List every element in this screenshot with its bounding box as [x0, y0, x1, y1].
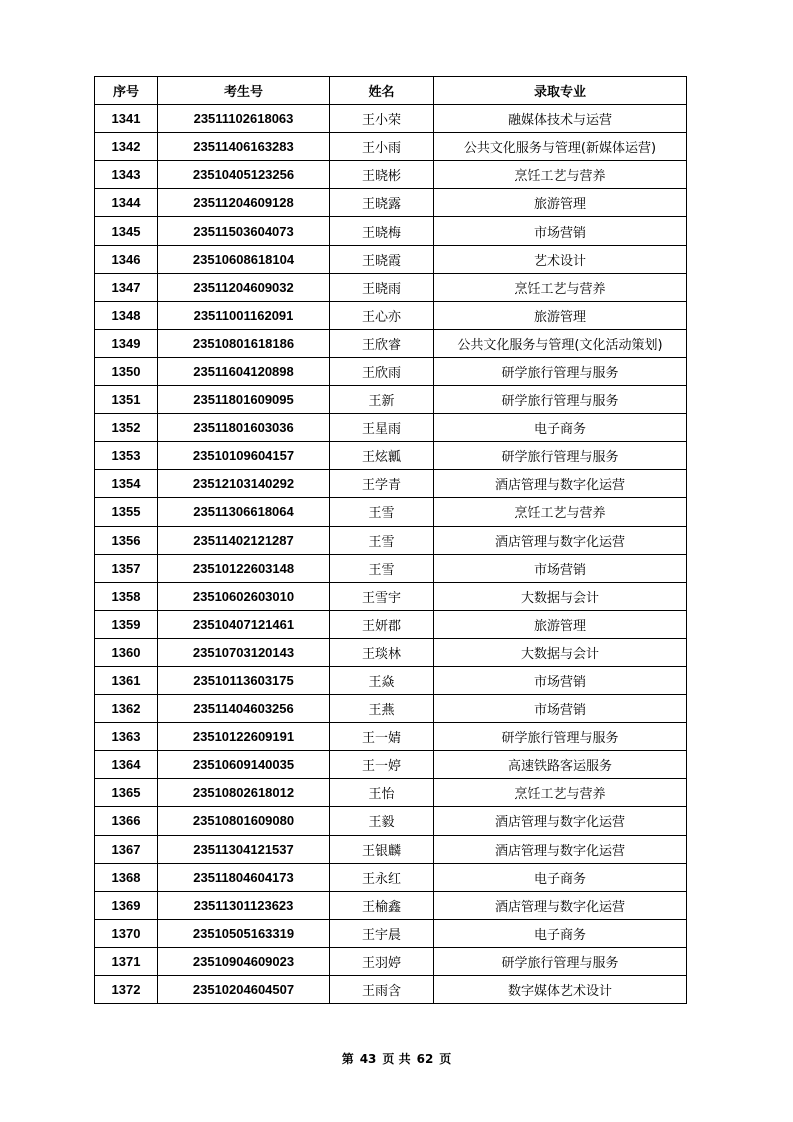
cell-seq: 1359	[95, 610, 158, 638]
cell-candidate-id: 23510703120143	[158, 638, 330, 666]
cell-candidate-id: 23510602603010	[158, 582, 330, 610]
cell-candidate-id: 23510801609080	[158, 807, 330, 835]
cell-seq: 1370	[95, 919, 158, 947]
cell-candidate-id: 23510801618186	[158, 329, 330, 357]
cell-candidate-id: 23510505163319	[158, 919, 330, 947]
cell-seq: 1354	[95, 470, 158, 498]
cell-name: 王心亦	[330, 301, 434, 329]
cell-seq: 1356	[95, 526, 158, 554]
cell-seq: 1361	[95, 666, 158, 694]
admission-table	[94, 76, 687, 1004]
cell-name: 王一婷	[330, 751, 434, 779]
table-row	[95, 835, 687, 863]
cell-name: 王银麟	[330, 835, 434, 863]
cell-major: 融媒体技术与运营	[434, 105, 687, 133]
cell-name: 王晓露	[330, 189, 434, 217]
table-row	[95, 582, 687, 610]
cell-name: 王学青	[330, 470, 434, 498]
cell-candidate-id: 23511204609128	[158, 189, 330, 217]
table-row	[95, 386, 687, 414]
table-row	[95, 723, 687, 751]
cell-seq: 1363	[95, 723, 158, 751]
cell-seq: 1355	[95, 498, 158, 526]
cell-major: 烹饪工艺与营养	[434, 779, 687, 807]
table-row	[95, 526, 687, 554]
cell-name: 王晓彬	[330, 161, 434, 189]
cell-seq: 1366	[95, 807, 158, 835]
cell-major: 高速铁路客运服务	[434, 751, 687, 779]
footer-total-pages: 62	[416, 1052, 434, 1066]
cell-major: 酒店管理与数字化运营	[434, 470, 687, 498]
cell-major: 旅游管理	[434, 189, 687, 217]
cell-seq: 1345	[95, 217, 158, 245]
table-row	[95, 947, 687, 975]
table-row	[95, 414, 687, 442]
table-row	[95, 329, 687, 357]
cell-major: 研学旅行管理与服务	[434, 357, 687, 385]
cell-seq: 1349	[95, 329, 158, 357]
table-row	[95, 666, 687, 694]
cell-name: 王欣雨	[330, 357, 434, 385]
table-row	[95, 976, 687, 1004]
table-row	[95, 189, 687, 217]
cell-candidate-id: 23511001162091	[158, 301, 330, 329]
cell-seq: 1362	[95, 695, 158, 723]
table-row	[95, 751, 687, 779]
cell-name: 王小荣	[330, 105, 434, 133]
cell-name: 王毅	[330, 807, 434, 835]
cell-candidate-id: 23511503604073	[158, 217, 330, 245]
cell-name: 王雪	[330, 554, 434, 582]
table-row	[95, 779, 687, 807]
cell-name: 王焱	[330, 666, 434, 694]
table-row	[95, 217, 687, 245]
cell-candidate-id: 23510109604157	[158, 442, 330, 470]
page-footer	[0, 1050, 793, 1067]
cell-seq: 1342	[95, 133, 158, 161]
cell-seq: 1368	[95, 863, 158, 891]
table-row	[95, 273, 687, 301]
cell-candidate-id: 23510405123256	[158, 161, 330, 189]
cell-name: 王星雨	[330, 414, 434, 442]
cell-seq: 1357	[95, 554, 158, 582]
cell-seq: 1364	[95, 751, 158, 779]
cell-candidate-id: 23511404603256	[158, 695, 330, 723]
header-candidate-id: 考生号	[158, 77, 330, 105]
cell-candidate-id: 23511102618063	[158, 105, 330, 133]
cell-candidate-id: 23510204604507	[158, 976, 330, 1004]
cell-major: 烹饪工艺与营养	[434, 273, 687, 301]
cell-name: 王新	[330, 386, 434, 414]
cell-candidate-id: 23510802618012	[158, 779, 330, 807]
cell-candidate-id: 23511801603036	[158, 414, 330, 442]
cell-seq: 1352	[95, 414, 158, 442]
cell-candidate-id: 23511804604173	[158, 863, 330, 891]
cell-candidate-id: 23510609140035	[158, 751, 330, 779]
cell-major: 电子商务	[434, 919, 687, 947]
cell-candidate-id: 23511406163283	[158, 133, 330, 161]
cell-name: 王一婧	[330, 723, 434, 751]
cell-candidate-id: 23510904609023	[158, 947, 330, 975]
cell-major: 旅游管理	[434, 301, 687, 329]
table-row	[95, 891, 687, 919]
table-header-row	[95, 77, 687, 105]
cell-name: 王小雨	[330, 133, 434, 161]
table-row	[95, 357, 687, 385]
cell-candidate-id: 23511604120898	[158, 357, 330, 385]
table-row	[95, 105, 687, 133]
cell-major: 公共文化服务与管理(新媒体运营)	[434, 133, 687, 161]
cell-seq: 1353	[95, 442, 158, 470]
cell-major: 酒店管理与数字化运营	[434, 835, 687, 863]
footer-middle: 页 共	[382, 1052, 411, 1066]
cell-major: 市场营销	[434, 217, 687, 245]
cell-major: 大数据与会计	[434, 638, 687, 666]
cell-seq: 1372	[95, 976, 158, 1004]
cell-name: 王怡	[330, 779, 434, 807]
header-major: 录取专业	[434, 77, 687, 105]
cell-candidate-id: 23511801609095	[158, 386, 330, 414]
cell-candidate-id: 23511304121537	[158, 835, 330, 863]
table-row	[95, 919, 687, 947]
cell-name: 王晓雨	[330, 273, 434, 301]
cell-name: 王羽婷	[330, 947, 434, 975]
table-row	[95, 498, 687, 526]
cell-candidate-id: 23510407121461	[158, 610, 330, 638]
cell-seq: 1371	[95, 947, 158, 975]
cell-major: 旅游管理	[434, 610, 687, 638]
cell-seq: 1350	[95, 357, 158, 385]
cell-seq: 1351	[95, 386, 158, 414]
cell-seq: 1358	[95, 582, 158, 610]
table-row	[95, 442, 687, 470]
cell-name: 王晓霞	[330, 245, 434, 273]
cell-major: 研学旅行管理与服务	[434, 386, 687, 414]
cell-major: 市场营销	[434, 554, 687, 582]
cell-seq: 1369	[95, 891, 158, 919]
cell-name: 王琰林	[330, 638, 434, 666]
cell-major: 电子商务	[434, 414, 687, 442]
cell-seq: 1346	[95, 245, 158, 273]
cell-major: 公共文化服务与管理(文化活动策划)	[434, 329, 687, 357]
cell-seq: 1360	[95, 638, 158, 666]
cell-major: 酒店管理与数字化运营	[434, 526, 687, 554]
cell-major: 市场营销	[434, 695, 687, 723]
cell-name: 王雨含	[330, 976, 434, 1004]
cell-name: 王榆鑫	[330, 891, 434, 919]
table-row	[95, 554, 687, 582]
header-name: 姓名	[330, 77, 434, 105]
cell-candidate-id: 23510122603148	[158, 554, 330, 582]
footer-current-page: 43	[359, 1052, 377, 1066]
table-body	[95, 105, 687, 1004]
footer-prefix: 第	[341, 1052, 354, 1066]
cell-seq: 1367	[95, 835, 158, 863]
table-row	[95, 695, 687, 723]
cell-major: 大数据与会计	[434, 582, 687, 610]
cell-major: 艺术设计	[434, 245, 687, 273]
cell-name: 王永红	[330, 863, 434, 891]
cell-major: 市场营销	[434, 666, 687, 694]
table-row	[95, 470, 687, 498]
cell-major: 数字媒体艺术设计	[434, 976, 687, 1004]
cell-name: 王燕	[330, 695, 434, 723]
table-row	[95, 301, 687, 329]
table-row	[95, 638, 687, 666]
table-row	[95, 863, 687, 891]
cell-candidate-id: 23510608618104	[158, 245, 330, 273]
cell-candidate-id: 23511204609032	[158, 273, 330, 301]
cell-major: 研学旅行管理与服务	[434, 723, 687, 751]
cell-name: 王雪宇	[330, 582, 434, 610]
cell-candidate-id: 23510122609191	[158, 723, 330, 751]
cell-name: 王雪	[330, 526, 434, 554]
cell-major: 研学旅行管理与服务	[434, 442, 687, 470]
cell-major: 烹饪工艺与营养	[434, 498, 687, 526]
table-row	[95, 133, 687, 161]
cell-seq: 1365	[95, 779, 158, 807]
cell-candidate-id: 23511402121287	[158, 526, 330, 554]
cell-major: 研学旅行管理与服务	[434, 947, 687, 975]
cell-major: 电子商务	[434, 863, 687, 891]
cell-name: 王晓梅	[330, 217, 434, 245]
header-seq: 序号	[95, 77, 158, 105]
cell-major: 酒店管理与数字化运营	[434, 807, 687, 835]
cell-name: 王欣睿	[330, 329, 434, 357]
cell-candidate-id: 23511301123623	[158, 891, 330, 919]
cell-major: 酒店管理与数字化运营	[434, 891, 687, 919]
table-row	[95, 161, 687, 189]
cell-name: 王妍郡	[330, 610, 434, 638]
table-row	[95, 245, 687, 273]
cell-seq: 1341	[95, 105, 158, 133]
table-row	[95, 610, 687, 638]
cell-seq: 1348	[95, 301, 158, 329]
cell-candidate-id: 23510113603175	[158, 666, 330, 694]
table-row	[95, 807, 687, 835]
cell-candidate-id: 23512103140292	[158, 470, 330, 498]
cell-seq: 1343	[95, 161, 158, 189]
cell-seq: 1347	[95, 273, 158, 301]
footer-suffix: 页	[439, 1052, 452, 1066]
cell-major: 烹饪工艺与营养	[434, 161, 687, 189]
cell-name: 王炫瓤	[330, 442, 434, 470]
cell-name: 王雪	[330, 498, 434, 526]
cell-name: 王宇晨	[330, 919, 434, 947]
cell-candidate-id: 23511306618064	[158, 498, 330, 526]
cell-seq: 1344	[95, 189, 158, 217]
